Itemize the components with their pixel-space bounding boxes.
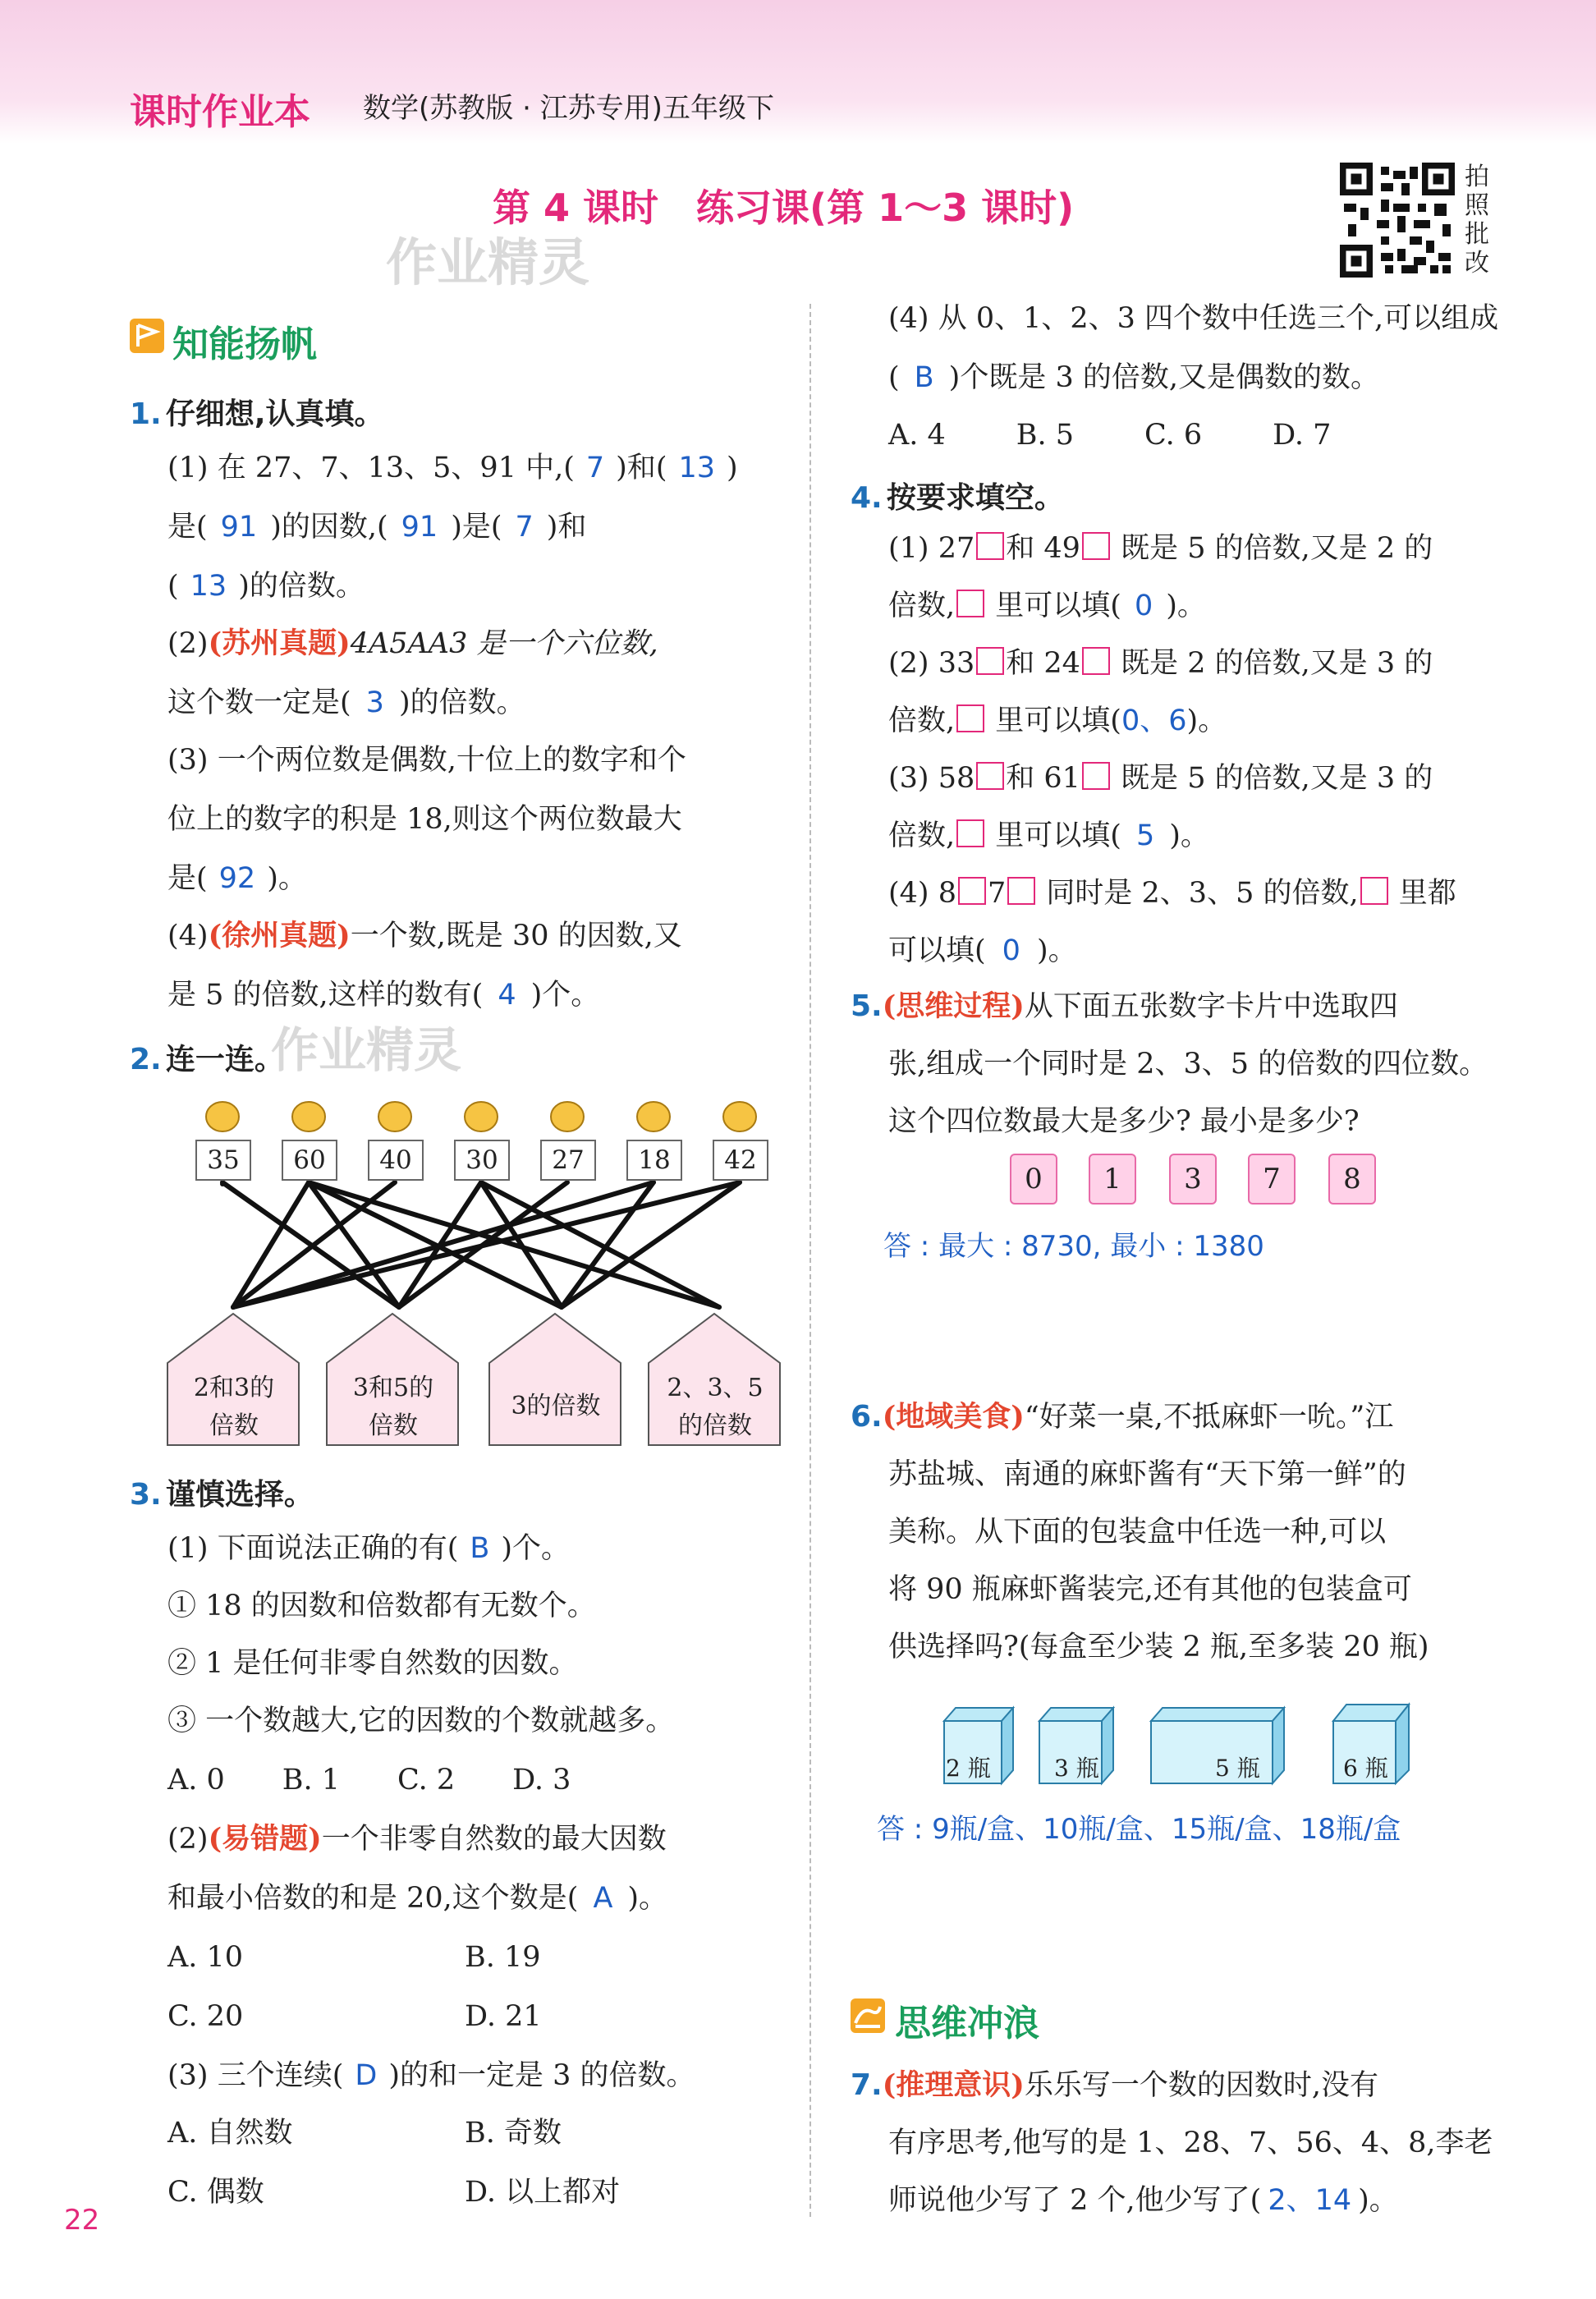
question-number: 1. — [130, 397, 162, 431]
q6-answer: 答 : 9瓶/盒、10瓶/盒、15瓶/盒、18瓶/盒 — [877, 1813, 1401, 1846]
option: A. 4 — [888, 419, 946, 452]
q4-2-line2: 倍数, 里可以填(0、6)。 — [888, 704, 1227, 737]
option: B. 19 — [465, 1941, 541, 1974]
q3-4-line2: ( B )个既是 3 的倍数,又是偶数的数。 — [888, 361, 1379, 394]
answer: 91 — [220, 511, 258, 544]
watermark: 作业精灵 — [386, 232, 590, 292]
q1-4-line2: 是 5 的倍数,这样的数有( 4 )个。 — [167, 979, 600, 1012]
section-title-siweichonglang: 思维冲浪 — [895, 2003, 1039, 2044]
q4-1-line2: 倍数, 里可以填( 0 )。 — [888, 590, 1206, 622]
option: B. 5 — [1016, 419, 1075, 452]
watermark: 作业精灵 — [271, 1022, 462, 1078]
q1-1-line2: 是( 91 )的因数,( 91 )是( 7 )和 — [167, 511, 587, 544]
option: D. 3 — [512, 1764, 571, 1797]
number-box: 40 — [368, 1140, 424, 1181]
number-card: 1 — [1089, 1154, 1136, 1205]
house-label: 2、3、5 的倍数 — [667, 1374, 764, 1440]
q1-1-line3: ( 13 )的倍数。 — [167, 570, 365, 603]
column-divider — [809, 304, 811, 2217]
answer: 2、14 — [1268, 2184, 1352, 2217]
option: D. 以上都对 — [465, 2176, 621, 2209]
number-box: 42 — [713, 1140, 768, 1181]
tag-label: (易错题) — [208, 1822, 322, 1856]
question-number: 4. — [851, 481, 883, 515]
answer: D — [355, 2059, 378, 2092]
q5-line2: 张,组成一个同时是 2、3、5 的倍数的四位数。 — [888, 1048, 1488, 1081]
option: C. 20 — [167, 2000, 244, 2033]
q4-3-line1: (3) 58 和 61 既是 5 的倍数,又是 3 的 — [888, 762, 1433, 795]
number-card: 8 — [1328, 1154, 1376, 1205]
page-number: 22 — [64, 2204, 100, 2237]
q3-4-line1: (4) 从 0、1、2、3 四个数中任选三个,可以组成 — [888, 302, 1499, 335]
number-box: 27 — [540, 1140, 596, 1181]
question-number: 3. — [130, 1478, 162, 1512]
tag-label: (徐州真题) — [208, 919, 351, 952]
option: A. 10 — [167, 1941, 244, 1974]
number-card: 7 — [1248, 1154, 1296, 1205]
number-box: 18 — [626, 1140, 682, 1181]
qr-label: 拍照批改 — [1465, 163, 1489, 278]
house-label: 2和3的 倍数 — [193, 1374, 275, 1440]
question-number: 5. — [851, 989, 883, 1023]
option: B. 1 — [282, 1764, 341, 1797]
q4-4-line2: 可以填( 0 )。 — [888, 934, 1077, 967]
options-row — [888, 417, 1331, 453]
question-number: 2. — [130, 1043, 162, 1076]
box-label: 3 瓶 — [1054, 1755, 1099, 1782]
question-title: 连一连。 — [165, 1043, 284, 1076]
q3-1-line: (1) 下面说法正确的有( B )个。 — [167, 1532, 571, 1565]
q3-3-line: (3) 三个连续( D )的和一定是 3 的倍数。 — [167, 2059, 695, 2092]
number-box: 60 — [282, 1140, 337, 1181]
q1-1-line1: (1) 在 27、7、13、5、91 中,( 7 )和( 13 ) — [167, 452, 738, 484]
tag-label: (推理意识) — [882, 2068, 1025, 2102]
answer: 7 — [585, 452, 605, 484]
answer: 0、6 — [1121, 704, 1187, 737]
option: D. 21 — [465, 2000, 542, 2033]
section-title-zhinengyangfan: 知能扬帆 — [172, 324, 317, 365]
q4-1-line1: (1) 27 和 49 既是 5 的倍数,又是 2 的 — [888, 532, 1433, 565]
answer: 5 — [1135, 819, 1155, 852]
answer: 92 — [218, 862, 256, 895]
q5-line1: 5.(思维过程)从下面五张数字卡片中选取四 — [851, 989, 1398, 1023]
question-title: 谨慎选择。 — [165, 1478, 314, 1512]
q1-3-line1: (3) 一个两位数是偶数,十位上的数字和个 — [167, 744, 686, 777]
box-label: 2 瓶 — [946, 1755, 991, 1782]
option: A. 0 — [167, 1764, 225, 1797]
option: D. 7 — [1273, 419, 1332, 452]
tag-label: (思维过程) — [882, 989, 1025, 1023]
number-box: 30 — [454, 1140, 510, 1181]
answer: 0 — [1134, 590, 1153, 622]
book-subtitle: 数学(苏教版 · 江苏专用)五年级下 — [363, 92, 774, 125]
q1-4-line1: (4)(徐州真题)一个数,既是 30 的因数,又 — [167, 919, 682, 952]
q3-2-line2: 和最小倍数的和是 20,这个数是( A )。 — [167, 1882, 668, 1915]
q7-line2: 有序思考,他写的是 1、28、7、56、4、8,李老 — [888, 2127, 1493, 2159]
q6-line5: 供选择吗?(每盒至少装 2 瓶,至多装 20 瓶) — [888, 1631, 1429, 1663]
answer: B — [470, 1532, 490, 1565]
option: C. 偶数 — [167, 2176, 264, 2209]
option: C. 2 — [397, 1764, 456, 1797]
statement-2: ② 1 是任何非零自然数的因数。 — [167, 1647, 578, 1680]
book-title: 课时作业本 — [130, 91, 310, 133]
q3-2-line1: (2)(易错题)一个非零自然数的最大因数 — [167, 1822, 667, 1856]
q6-line1: 6.(地域美食)“好菜一桌,不抵麻虾一吮。”江 — [851, 1400, 1394, 1434]
question-4-header — [851, 475, 1064, 516]
qr-code-icon[interactable] — [1340, 163, 1455, 278]
number-card: 0 — [1010, 1154, 1057, 1205]
q5-line3: 这个四位数最大是多少? 最小是多少? — [888, 1105, 1360, 1138]
answer: 13 — [678, 452, 716, 484]
options-row — [167, 1762, 571, 1798]
question-title: 按要求填空。 — [886, 481, 1064, 515]
section-wave-icon — [851, 1998, 885, 2033]
q4-3-line2: 倍数, 里可以填( 5 )。 — [888, 819, 1209, 852]
answer: 7 — [515, 511, 534, 544]
option: B. 奇数 — [465, 2117, 562, 2150]
section-flag-icon — [130, 319, 164, 353]
q1-2-line2: 这个数一定是( 3 )的倍数。 — [167, 686, 525, 719]
q6-line3: 美称。从下面的包装盒中任选一种,可以 — [888, 1516, 1387, 1549]
tag-label: (苏州真题) — [208, 626, 351, 660]
number-box: 35 — [195, 1140, 251, 1181]
box-label: 5 瓶 — [1215, 1755, 1260, 1782]
lesson-title: 第 4 课时 练习课(第 1～3 课时) — [493, 186, 1075, 230]
answer: 91 — [401, 511, 438, 544]
question-number: 6. — [851, 1400, 883, 1434]
option: C. 6 — [1144, 419, 1203, 452]
question-1-header — [130, 391, 384, 433]
q6-line2: 苏盐城、南通的麻虾酱有“天下第一鲜”的 — [888, 1458, 1406, 1491]
answer: 13 — [190, 570, 227, 603]
q7-line3: 师说他少写了 2 个,他少写了( 2、14 )。 — [888, 2184, 1398, 2217]
question-number: 7. — [851, 2068, 883, 2102]
question-3-header — [130, 1471, 314, 1513]
answer: 0 — [1002, 934, 1020, 967]
number-card: 3 — [1169, 1154, 1217, 1205]
q1-3-line2: 位上的数字的积是 18,则这个两位数最大 — [167, 803, 682, 836]
statement-1: ① 18 的因数和倍数都有无数个。 — [167, 1590, 596, 1622]
house-label: 3和5的 倍数 — [352, 1374, 434, 1440]
question-2-header — [130, 1036, 284, 1078]
house-label: 3的倍数 — [511, 1392, 601, 1420]
tag-label: (地域美食) — [882, 1400, 1025, 1434]
answer: A — [593, 1882, 613, 1915]
answer: B — [914, 361, 934, 394]
q7-line1: 7.(推理意识)乐乐写一个数的因数时,没有 — [851, 2068, 1378, 2102]
answer: 4 — [498, 979, 516, 1012]
q1-3-line3: 是( 92 )。 — [167, 862, 307, 895]
statement-3: ③ 一个数越大,它的因数的个数就越多。 — [167, 1705, 675, 1737]
q1-2-line1: (2)(苏州真题)4A5AA3 是一个六位数, — [167, 626, 658, 660]
question-title: 仔细想,认真填。 — [165, 397, 384, 431]
option: A. 自然数 — [167, 2117, 293, 2150]
q5-answer: 答 : 最大 : 8730, 最小 : 1380 — [883, 1230, 1264, 1263]
q6-line4: 将 90 瓶麻虾酱装完,还有其他的包装盒可 — [888, 1573, 1412, 1606]
answer: 3 — [365, 686, 384, 719]
box-label: 6 瓶 — [1343, 1755, 1388, 1782]
q4-4-line1: (4) 8 7 同时是 2、3、5 的倍数, 里都 — [888, 877, 1456, 910]
q4-2-line1: (2) 33 和 24 既是 2 的倍数,又是 3 的 — [888, 647, 1433, 680]
